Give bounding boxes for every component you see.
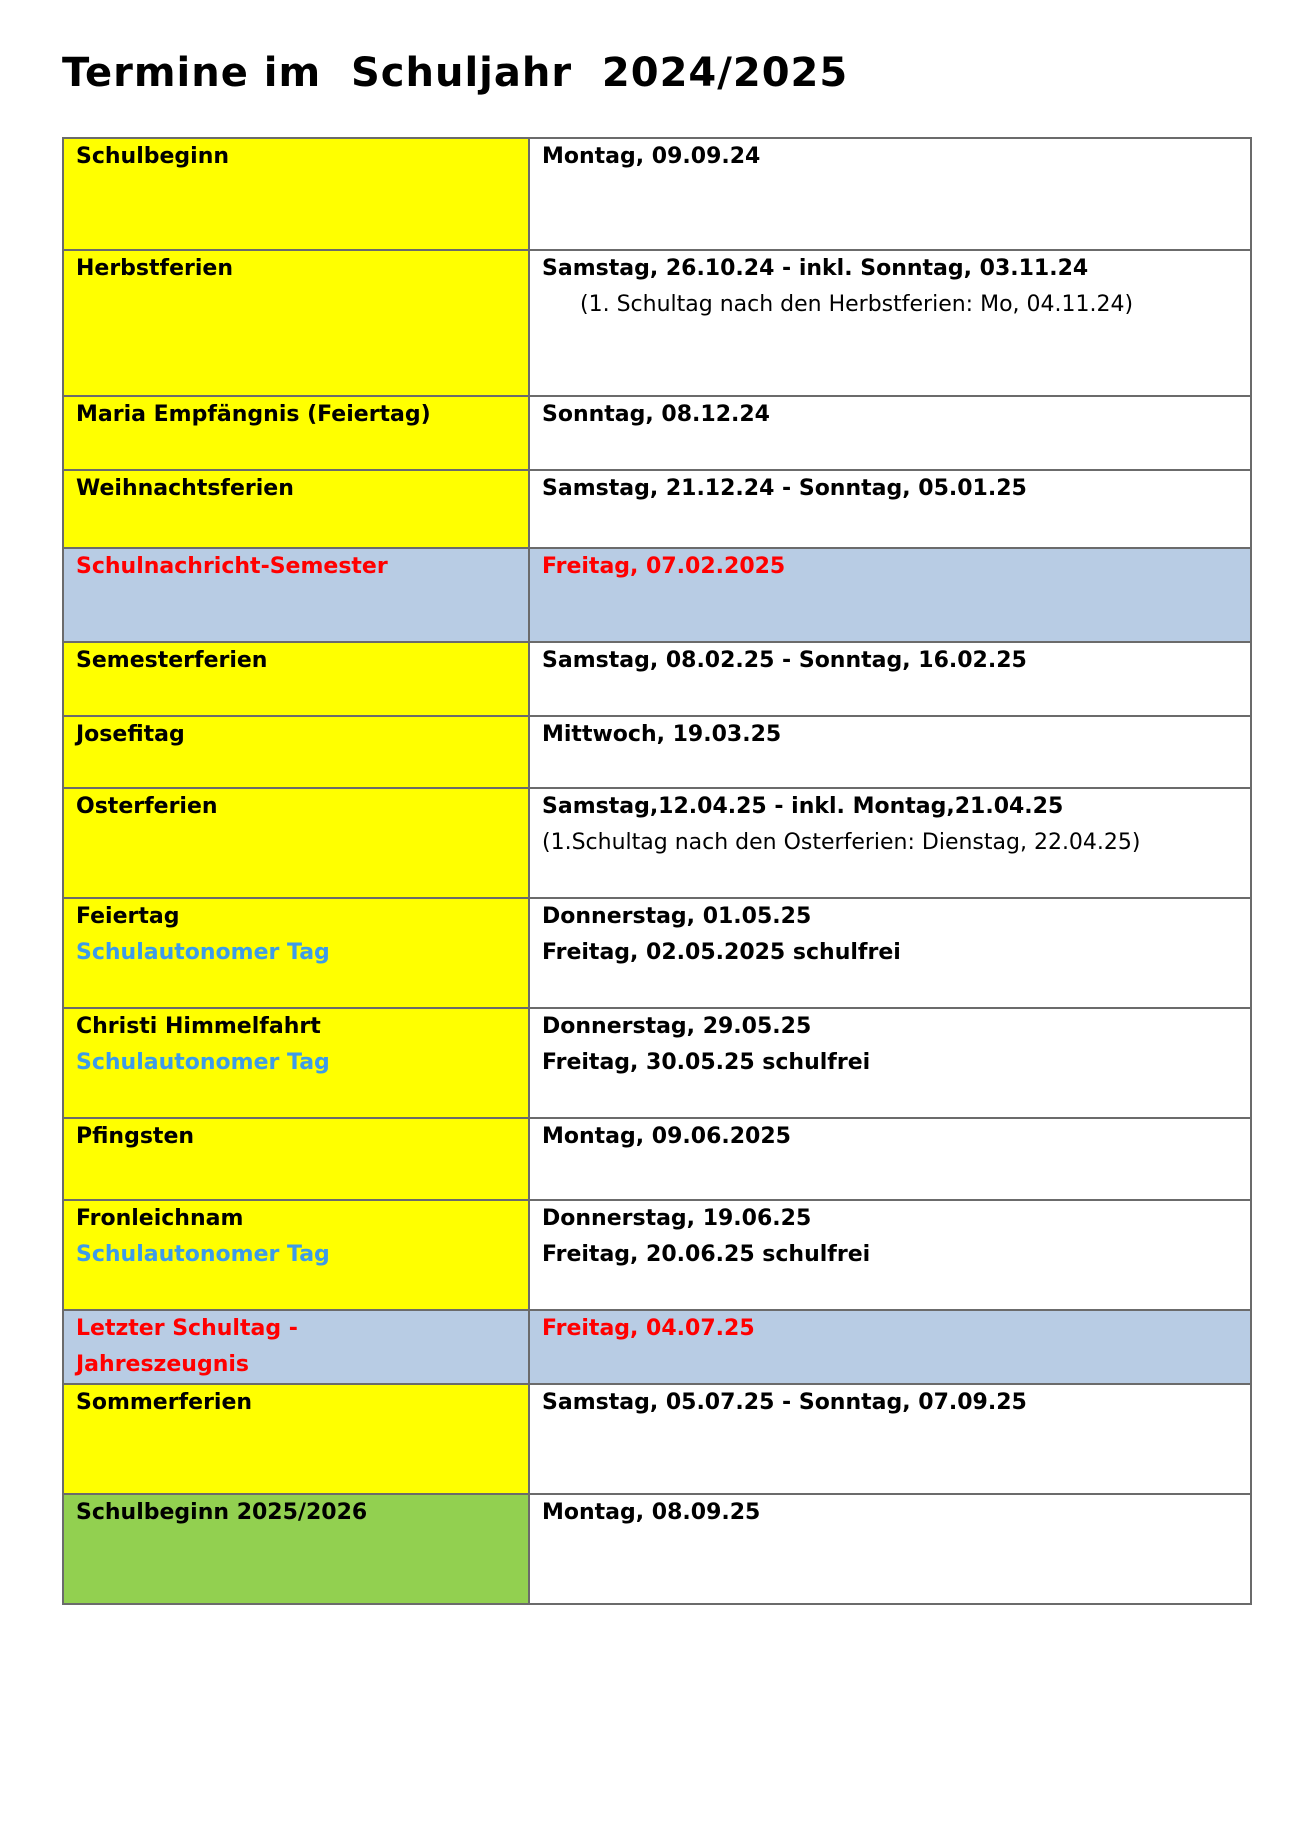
- event-note: (1.Schultag nach den Osterferien: Dienstag, 22.04.25): [542, 830, 1141, 855]
- event-date-cell: [529, 788, 1251, 898]
- event-date: Montag, 09.06.2025: [542, 1124, 791, 1149]
- event-note: (1. Schultag nach den Herbstferien: Mo, 04.11.24): [580, 292, 1134, 317]
- event-date-cell: [529, 1200, 1251, 1310]
- event-date-secondary: Freitag, 30.05.25 schulfrei: [542, 1050, 871, 1075]
- table-row: [63, 250, 1251, 396]
- event-date: Samstag, 08.02.25 - Sonntag, 16.02.25: [542, 648, 1027, 673]
- event-date: Mittwoch, 19.03.25: [542, 722, 782, 747]
- event-label: Josefitag: [76, 722, 185, 747]
- event-label-cell: [63, 1310, 529, 1384]
- table-row: [63, 548, 1251, 642]
- event-label: Fronleichnam: [76, 1206, 244, 1231]
- event-date: Montag, 09.09.24: [542, 144, 761, 169]
- event-label: Weihnachtsferien: [76, 476, 294, 501]
- event-label-cell: [63, 396, 529, 470]
- event-date: Sonntag, 08.12.24: [542, 402, 770, 427]
- event-label: Semesterferien: [76, 648, 268, 673]
- event-date-cell: [529, 642, 1251, 716]
- event-date-cell: [529, 1008, 1251, 1118]
- table-row: [63, 1008, 1251, 1118]
- event-label-cell: [63, 1494, 529, 1604]
- event-date: Donnerstag, 19.06.25: [542, 1206, 812, 1231]
- event-label: Herbstferien: [76, 256, 234, 281]
- table-row: [63, 642, 1251, 716]
- event-label-cell: [63, 1200, 529, 1310]
- table-row: [63, 138, 1251, 250]
- event-label: Maria Empfängnis (Feiertag): [76, 402, 431, 427]
- event-date-cell: [529, 898, 1251, 1008]
- table-row: [63, 716, 1251, 788]
- event-label: Schulnachricht-Semester: [76, 554, 388, 579]
- event-date: Montag, 08.09.25: [542, 1500, 761, 1525]
- schedule-table: [62, 137, 1252, 1605]
- event-label: Christi Himmelfahrt: [76, 1014, 321, 1039]
- table-row: [63, 1494, 1251, 1604]
- event-date: Freitag, 07.02.2025: [542, 554, 786, 579]
- event-date-cell: [529, 470, 1251, 548]
- table-row: [63, 396, 1251, 470]
- event-label-cell: [63, 1118, 529, 1200]
- event-label: Feiertag: [76, 904, 180, 929]
- event-date-secondary: Freitag, 02.05.2025 schulfrei: [542, 940, 901, 965]
- event-date: Donnerstag, 29.05.25: [542, 1014, 812, 1039]
- event-label-cell: [63, 138, 529, 250]
- event-label-cell: [63, 642, 529, 716]
- table-row: [63, 1384, 1251, 1494]
- event-date-cell: [529, 1384, 1251, 1494]
- event-label-cell: [63, 1008, 529, 1118]
- event-date: Freitag, 04.07.25: [542, 1316, 755, 1341]
- event-label: Schulbeginn: [76, 144, 230, 169]
- event-label: Sommerferien: [76, 1390, 253, 1415]
- table-row: [63, 788, 1251, 898]
- table-row: [63, 898, 1251, 1008]
- event-date-cell: [529, 548, 1251, 642]
- event-label-cell: [63, 250, 529, 396]
- event-date: Samstag,12.04.25 - inkl. Montag,21.04.25: [542, 794, 1064, 819]
- event-date-cell: [529, 396, 1251, 470]
- event-date: Samstag, 21.12.24 - Sonntag, 05.01.25: [542, 476, 1027, 501]
- event-date: Samstag, 05.07.25 - Sonntag, 07.09.25: [542, 1390, 1027, 1415]
- event-date-cell: [529, 1310, 1251, 1384]
- table-row: [63, 470, 1251, 548]
- event-label: Letzter Schultag -: [76, 1316, 298, 1341]
- event-label: Osterferien: [76, 794, 218, 819]
- event-label-cell: [63, 788, 529, 898]
- event-date-cell: [529, 1118, 1251, 1200]
- event-label-cell: [63, 1384, 529, 1494]
- event-date-secondary: Freitag, 20.06.25 schulfrei: [542, 1242, 871, 1267]
- table-row: [63, 1310, 1251, 1384]
- event-label-cell: [63, 898, 529, 1008]
- page-title: Termine im Schuljahr 2024/2025: [62, 50, 849, 96]
- event-date-cell: [529, 138, 1251, 250]
- school-autonomous-label: Schulautonomer Tag: [76, 1242, 330, 1267]
- event-date: Donnerstag, 01.05.25: [542, 904, 812, 929]
- school-autonomous-label: Schulautonomer Tag: [76, 940, 330, 965]
- event-date-cell: [529, 250, 1251, 396]
- table-row: [63, 1200, 1251, 1310]
- event-label: Schulbeginn 2025/2026: [76, 1500, 368, 1525]
- event-label: Pfingsten: [76, 1124, 195, 1149]
- event-label-continued: Jahreszeugnis: [76, 1352, 249, 1377]
- table-row: [63, 1118, 1251, 1200]
- event-date-cell: [529, 716, 1251, 788]
- event-label-cell: [63, 470, 529, 548]
- school-autonomous-label: Schulautonomer Tag: [76, 1050, 330, 1075]
- event-label-cell: [63, 716, 529, 788]
- event-date: Samstag, 26.10.24 - inkl. Sonntag, 03.11.24: [542, 256, 1089, 281]
- event-date-cell: [529, 1494, 1251, 1604]
- event-label-cell: [63, 548, 529, 642]
